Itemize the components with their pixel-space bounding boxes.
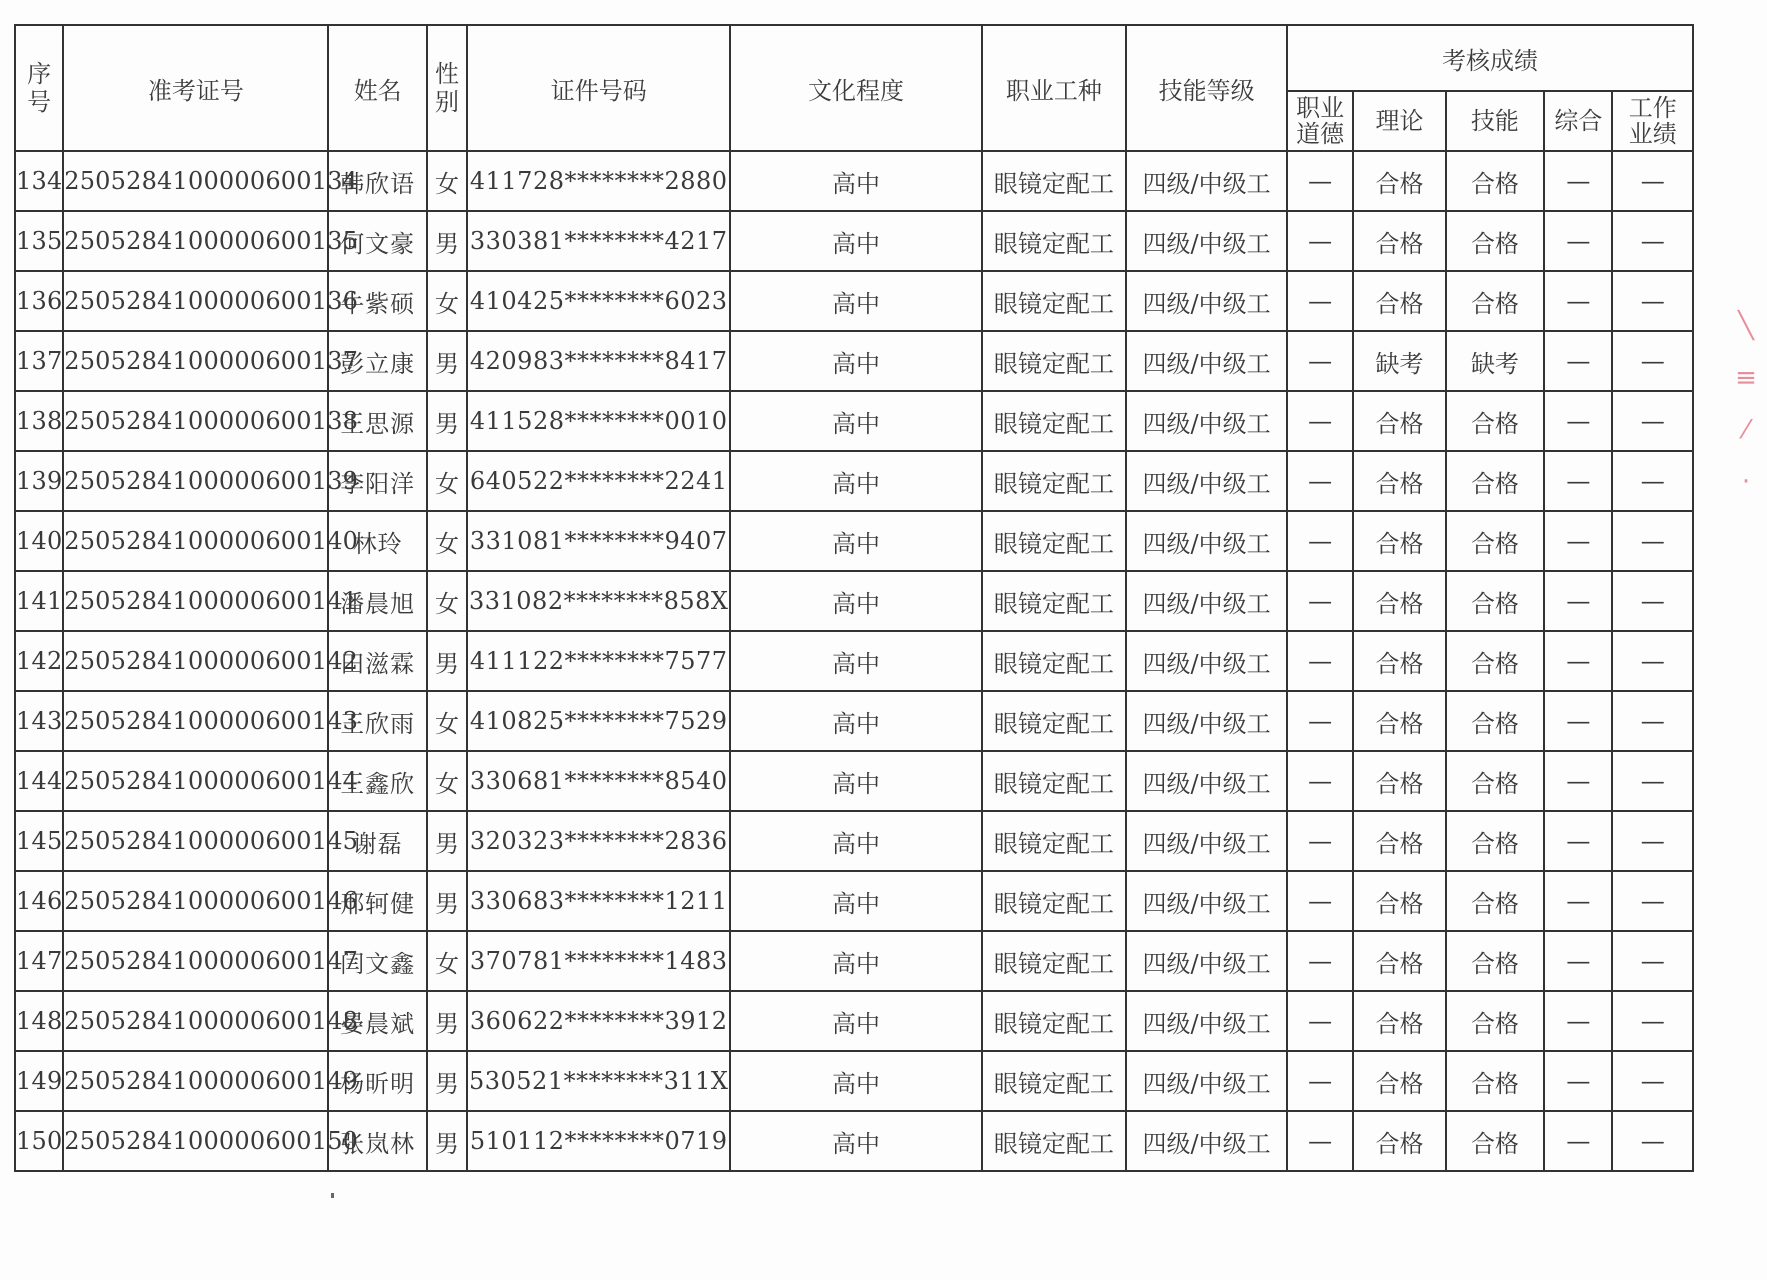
cell-theory: 合格: [1353, 571, 1445, 631]
cell-skill-level: 四级/中级工: [1126, 631, 1287, 691]
cell-overall: —: [1544, 631, 1612, 691]
cell-gender: 男: [427, 211, 467, 271]
table-row: [15, 271, 1693, 331]
stamp-fragment: ⁄: [1743, 415, 1749, 445]
cell-gender: 女: [427, 931, 467, 991]
cell-skill: 合格: [1446, 1111, 1544, 1171]
cell-skill-level: 四级/中级工: [1126, 391, 1287, 451]
cell-ethics: —: [1287, 211, 1353, 271]
cell-skill-level: 四级/中级工: [1126, 871, 1287, 931]
cell-exam-no: 2505284100000600135: [63, 211, 328, 271]
cell-gender: 男: [427, 991, 467, 1051]
cell-ethics: —: [1287, 631, 1353, 691]
cell-occupation: 眼镜定配工: [982, 211, 1127, 271]
cell-theory: 合格: [1353, 211, 1445, 271]
cell-seq: 138: [15, 391, 63, 451]
cell-overall: —: [1544, 211, 1612, 271]
cell-occupation: 眼镜定配工: [982, 811, 1127, 871]
cell-occupation: 眼镜定配工: [982, 751, 1127, 811]
cell-seq: 147: [15, 931, 63, 991]
cell-gender: 男: [427, 391, 467, 451]
cell-ethics: —: [1287, 991, 1353, 1051]
cell-skill: 合格: [1446, 511, 1544, 571]
cell-seq: 150: [15, 1111, 63, 1171]
cell-occupation: 眼镜定配工: [982, 511, 1127, 571]
cell-education: 高中: [730, 391, 981, 451]
cell-theory: 合格: [1353, 151, 1445, 211]
cell-exam-no: 2505284100000600140: [63, 511, 328, 571]
cell-skill: 缺考: [1446, 331, 1544, 391]
table-header: [15, 25, 1693, 151]
table-row: [15, 331, 1693, 391]
cell-overall: —: [1544, 451, 1612, 511]
cell-name: 韩欣语: [328, 151, 426, 211]
cell-id-no: 330683********1211: [467, 871, 730, 931]
cell-id-no: 320323********2836: [467, 811, 730, 871]
cell-seq: 142: [15, 631, 63, 691]
cell-theory: 合格: [1353, 391, 1445, 451]
table-row: [15, 451, 1693, 511]
cell-education: 高中: [730, 1111, 981, 1171]
cell-skill-level: 四级/中级工: [1126, 931, 1287, 991]
cell-name: 林玲: [328, 511, 426, 571]
cell-skill: 合格: [1446, 871, 1544, 931]
header-ethics: [1287, 91, 1353, 151]
cell-exam-no: 2505284100000600138: [63, 391, 328, 451]
cell-exam-no: 2505284100000600136: [63, 271, 328, 331]
cell-theory: 合格: [1353, 511, 1445, 571]
table-row: [15, 571, 1693, 631]
cell-seq: 148: [15, 991, 63, 1051]
header-occupation: 职业工种: [982, 25, 1127, 151]
cell-skill: 合格: [1446, 151, 1544, 211]
cell-skill: 合格: [1446, 391, 1544, 451]
cell-performance: —: [1612, 1111, 1693, 1171]
header-name: 姓名: [328, 25, 426, 151]
cell-gender: 女: [427, 151, 467, 211]
header-performance-label: 工作业绩: [1628, 94, 1677, 148]
cell-overall: —: [1544, 1111, 1612, 1171]
cell-skill: 合格: [1446, 211, 1544, 271]
cell-overall: —: [1544, 691, 1612, 751]
cell-skill: 合格: [1446, 1051, 1544, 1111]
cell-id-no: 330681********8540: [467, 751, 730, 811]
header-seq: [15, 25, 63, 151]
table-row: [15, 991, 1693, 1051]
cell-seq: 140: [15, 511, 63, 571]
cell-name: 张岚林: [328, 1111, 426, 1171]
cell-skill: 合格: [1446, 571, 1544, 631]
cell-seq: 137: [15, 331, 63, 391]
cell-exam-no: 2505284100000600146: [63, 871, 328, 931]
cell-skill-level: 四级/中级工: [1126, 271, 1287, 331]
cell-id-no: 420983********8417: [467, 331, 730, 391]
header-ethics-label: 职业道德: [1296, 94, 1345, 148]
cell-gender: 男: [427, 631, 467, 691]
table-row: [15, 811, 1693, 871]
cell-ethics: —: [1287, 271, 1353, 331]
cell-occupation: 眼镜定配工: [982, 1051, 1127, 1111]
cell-occupation: 眼镜定配工: [982, 1111, 1127, 1171]
cell-education: 高中: [730, 1051, 981, 1111]
cell-name: 何文豪: [328, 211, 426, 271]
cell-education: 高中: [730, 931, 981, 991]
cell-id-no: 530521********311X: [467, 1051, 730, 1111]
header-seq-label: 序号: [27, 60, 52, 116]
cell-seq: 134: [15, 151, 63, 211]
cell-skill-level: 四级/中级工: [1126, 331, 1287, 391]
cell-education: 高中: [730, 331, 981, 391]
cell-gender: 女: [427, 691, 467, 751]
cell-education: 高中: [730, 271, 981, 331]
cell-id-no: 640522********2241: [467, 451, 730, 511]
cell-skill-level: 四级/中级工: [1126, 1051, 1287, 1111]
header-performance: [1612, 91, 1693, 151]
cell-ethics: —: [1287, 751, 1353, 811]
header-scores-group: 考核成绩: [1287, 25, 1693, 91]
stamp-fragment: ≡: [1735, 363, 1757, 393]
cell-skill-level: 四级/中级工: [1126, 211, 1287, 271]
header-education: 文化程度: [730, 25, 981, 151]
cell-skill-level: 四级/中级工: [1126, 451, 1287, 511]
cell-seq: 141: [15, 571, 63, 631]
cell-name: 闫文鑫: [328, 931, 426, 991]
cell-name: 牛紫硕: [328, 271, 426, 331]
cell-id-no: 510112********0719: [467, 1111, 730, 1171]
cell-overall: —: [1544, 571, 1612, 631]
cell-overall: —: [1544, 331, 1612, 391]
cell-performance: —: [1612, 631, 1693, 691]
cell-ethics: —: [1287, 331, 1353, 391]
cell-skill: 合格: [1446, 931, 1544, 991]
cell-id-no: 411122********7577: [467, 631, 730, 691]
cell-theory: 合格: [1353, 751, 1445, 811]
cell-id-no: 360622********3912: [467, 991, 730, 1051]
cell-name: 潘晨旭: [328, 571, 426, 631]
cell-overall: —: [1544, 391, 1612, 451]
table-row: [15, 751, 1693, 811]
cell-performance: —: [1612, 391, 1693, 451]
cell-overall: —: [1544, 271, 1612, 331]
cell-seq: 146: [15, 871, 63, 931]
cell-education: 高中: [730, 691, 981, 751]
cell-ethics: —: [1287, 151, 1353, 211]
cell-performance: —: [1612, 571, 1693, 631]
cell-education: 高中: [730, 511, 981, 571]
cell-skill-level: 四级/中级工: [1126, 691, 1287, 751]
cell-performance: —: [1612, 931, 1693, 991]
cell-overall: —: [1544, 1051, 1612, 1111]
stamp-fragment: ╲: [1738, 311, 1754, 341]
table-row: [15, 871, 1693, 931]
cell-gender: 女: [427, 271, 467, 331]
cell-performance: —: [1612, 211, 1693, 271]
table-row: [15, 211, 1693, 271]
cell-id-no: 370781********1483: [467, 931, 730, 991]
table-row: [15, 931, 1693, 991]
cell-ethics: —: [1287, 391, 1353, 451]
cell-skill-level: 四级/中级工: [1126, 511, 1287, 571]
cell-ethics: —: [1287, 1111, 1353, 1171]
cell-occupation: 眼镜定配工: [982, 391, 1127, 451]
header-exam-no: 准考证号: [63, 25, 328, 151]
cell-name: 李阳洋: [328, 451, 426, 511]
cell-theory: 合格: [1353, 1051, 1445, 1111]
cell-performance: —: [1612, 331, 1693, 391]
cell-education: 高中: [730, 991, 981, 1051]
cell-id-no: 411528********0010: [467, 391, 730, 451]
cell-ethics: —: [1287, 1051, 1353, 1111]
header-id-no: 证件号码: [467, 25, 730, 151]
stamp-fragment: ·: [1741, 467, 1751, 497]
header-skill: 技能: [1446, 91, 1544, 151]
cell-exam-no: 2505284100000600147: [63, 931, 328, 991]
cell-performance: —: [1612, 871, 1693, 931]
cell-id-no: 331081********9407: [467, 511, 730, 571]
cell-gender: 男: [427, 1111, 467, 1171]
cell-overall: —: [1544, 811, 1612, 871]
cell-id-no: 331082********858X: [467, 571, 730, 631]
cell-exam-no: 2505284100000600141: [63, 571, 328, 631]
cell-theory: 合格: [1353, 631, 1445, 691]
cell-occupation: 眼镜定配工: [982, 571, 1127, 631]
cell-skill: 合格: [1446, 991, 1544, 1051]
header-gender-label: 性别: [435, 60, 459, 116]
cell-exam-no: 2505284100000600142: [63, 631, 328, 691]
cell-education: 高中: [730, 451, 981, 511]
table-row: [15, 511, 1693, 571]
table-row: [15, 1111, 1693, 1171]
cell-occupation: 眼镜定配工: [982, 271, 1127, 331]
cell-performance: —: [1612, 991, 1693, 1051]
cell-theory: 合格: [1353, 871, 1445, 931]
cell-occupation: 眼镜定配工: [982, 931, 1127, 991]
cell-gender: 女: [427, 751, 467, 811]
cell-exam-no: 2505284100000600134: [63, 151, 328, 211]
cell-ethics: —: [1287, 811, 1353, 871]
cell-exam-no: 2505284100000600137: [63, 331, 328, 391]
cell-seq: 143: [15, 691, 63, 751]
cell-performance: —: [1612, 271, 1693, 331]
cell-skill-level: 四级/中级工: [1126, 811, 1287, 871]
cell-performance: —: [1612, 1051, 1693, 1111]
cell-gender: 男: [427, 1051, 467, 1111]
table-row: [15, 691, 1693, 751]
cell-education: 高中: [730, 811, 981, 871]
cell-education: 高中: [730, 211, 981, 271]
cell-gender: 女: [427, 511, 467, 571]
cell-overall: —: [1544, 751, 1612, 811]
cell-overall: —: [1544, 991, 1612, 1051]
cell-ethics: —: [1287, 451, 1353, 511]
cell-theory: 合格: [1353, 691, 1445, 751]
cell-performance: —: [1612, 151, 1693, 211]
cell-seq: 145: [15, 811, 63, 871]
cell-skill: 合格: [1446, 751, 1544, 811]
cell-ethics: —: [1287, 871, 1353, 931]
cell-gender: 男: [427, 871, 467, 931]
cell-theory: 合格: [1353, 811, 1445, 871]
cell-occupation: 眼镜定配工: [982, 331, 1127, 391]
cell-education: 高中: [730, 571, 981, 631]
red-stamp-mark: [1728, 300, 1764, 500]
cell-education: 高中: [730, 871, 981, 931]
cell-theory: 合格: [1353, 1111, 1445, 1171]
cell-education: 高中: [730, 151, 981, 211]
cell-gender: 男: [427, 811, 467, 871]
cell-id-no: 410825********7529: [467, 691, 730, 751]
cell-seq: 149: [15, 1051, 63, 1111]
cell-performance: —: [1612, 811, 1693, 871]
cell-skill: 合格: [1446, 451, 1544, 511]
cell-gender: 女: [427, 451, 467, 511]
table-row: [15, 1051, 1693, 1111]
cell-skill: 合格: [1446, 271, 1544, 331]
cell-performance: —: [1612, 751, 1693, 811]
cell-skill-level: 四级/中级工: [1126, 1111, 1287, 1171]
cell-name: 杨昕明: [328, 1051, 426, 1111]
cell-occupation: 眼镜定配工: [982, 151, 1127, 211]
cell-seq: 144: [15, 751, 63, 811]
cell-theory: 合格: [1353, 991, 1445, 1051]
cell-name: 王思源: [328, 391, 426, 451]
cell-exam-no: 2505284100000600150: [63, 1111, 328, 1171]
cell-performance: —: [1612, 691, 1693, 751]
table-row: [15, 631, 1693, 691]
cell-name: 邢轲健: [328, 871, 426, 931]
cell-exam-no: 2505284100000600139: [63, 451, 328, 511]
cell-ethics: —: [1287, 931, 1353, 991]
cell-name: 谢磊: [328, 811, 426, 871]
table-row: [15, 391, 1693, 451]
cell-skill-level: 四级/中级工: [1126, 751, 1287, 811]
cell-occupation: 眼镜定配工: [982, 991, 1127, 1051]
cell-name: 王鑫欣: [328, 751, 426, 811]
cell-ethics: —: [1287, 511, 1353, 571]
cell-gender: 女: [427, 571, 467, 631]
header-row-top: [15, 25, 1693, 91]
cell-occupation: 眼镜定配工: [982, 691, 1127, 751]
cell-exam-no: 2505284100000600144: [63, 751, 328, 811]
cell-id-no: 411728********2880: [467, 151, 730, 211]
cell-theory: 合格: [1353, 271, 1445, 331]
exam-results-table: [14, 24, 1694, 1172]
cell-overall: —: [1544, 511, 1612, 571]
cell-skill-level: 四级/中级工: [1126, 571, 1287, 631]
cell-theory: 合格: [1353, 451, 1445, 511]
cell-ethics: —: [1287, 571, 1353, 631]
cell-name: 王欣雨: [328, 691, 426, 751]
cell-overall: —: [1544, 871, 1612, 931]
cell-ethics: —: [1287, 691, 1353, 751]
header-overall: 综合: [1544, 91, 1612, 151]
cell-name: 彭立康: [328, 331, 426, 391]
cell-occupation: 眼镜定配工: [982, 451, 1127, 511]
cell-occupation: 眼镜定配工: [982, 631, 1127, 691]
cell-occupation: 眼镜定配工: [982, 871, 1127, 931]
cell-name: 晏晨斌: [328, 991, 426, 1051]
cell-exam-no: 2505284100000600143: [63, 691, 328, 751]
cell-theory: 合格: [1353, 931, 1445, 991]
header-skill-level: 技能等级: [1126, 25, 1287, 151]
cell-seq: 139: [15, 451, 63, 511]
cell-seq: 136: [15, 271, 63, 331]
cell-exam-no: 2505284100000600145: [63, 811, 328, 871]
cell-education: 高中: [730, 631, 981, 691]
cell-gender: 男: [427, 331, 467, 391]
cell-performance: —: [1612, 511, 1693, 571]
cell-theory: 缺考: [1353, 331, 1445, 391]
cell-id-no: 330381********4217: [467, 211, 730, 271]
scan-speck: [331, 1193, 334, 1198]
cell-overall: —: [1544, 151, 1612, 211]
cell-skill: 合格: [1446, 691, 1544, 751]
cell-exam-no: 2505284100000600149: [63, 1051, 328, 1111]
cell-skill: 合格: [1446, 631, 1544, 691]
cell-skill: 合格: [1446, 811, 1544, 871]
cell-seq: 135: [15, 211, 63, 271]
header-gender: [427, 25, 467, 151]
header-theory: 理论: [1353, 91, 1445, 151]
cell-id-no: 410425********6023: [467, 271, 730, 331]
cell-education: 高中: [730, 751, 981, 811]
cell-exam-no: 2505284100000600148: [63, 991, 328, 1051]
cell-performance: —: [1612, 451, 1693, 511]
cell-skill-level: 四级/中级工: [1126, 991, 1287, 1051]
cell-skill-level: 四级/中级工: [1126, 151, 1287, 211]
table-body: [15, 151, 1693, 1171]
cell-overall: —: [1544, 931, 1612, 991]
table-row: [15, 151, 1693, 211]
cell-name: 田滋霖: [328, 631, 426, 691]
